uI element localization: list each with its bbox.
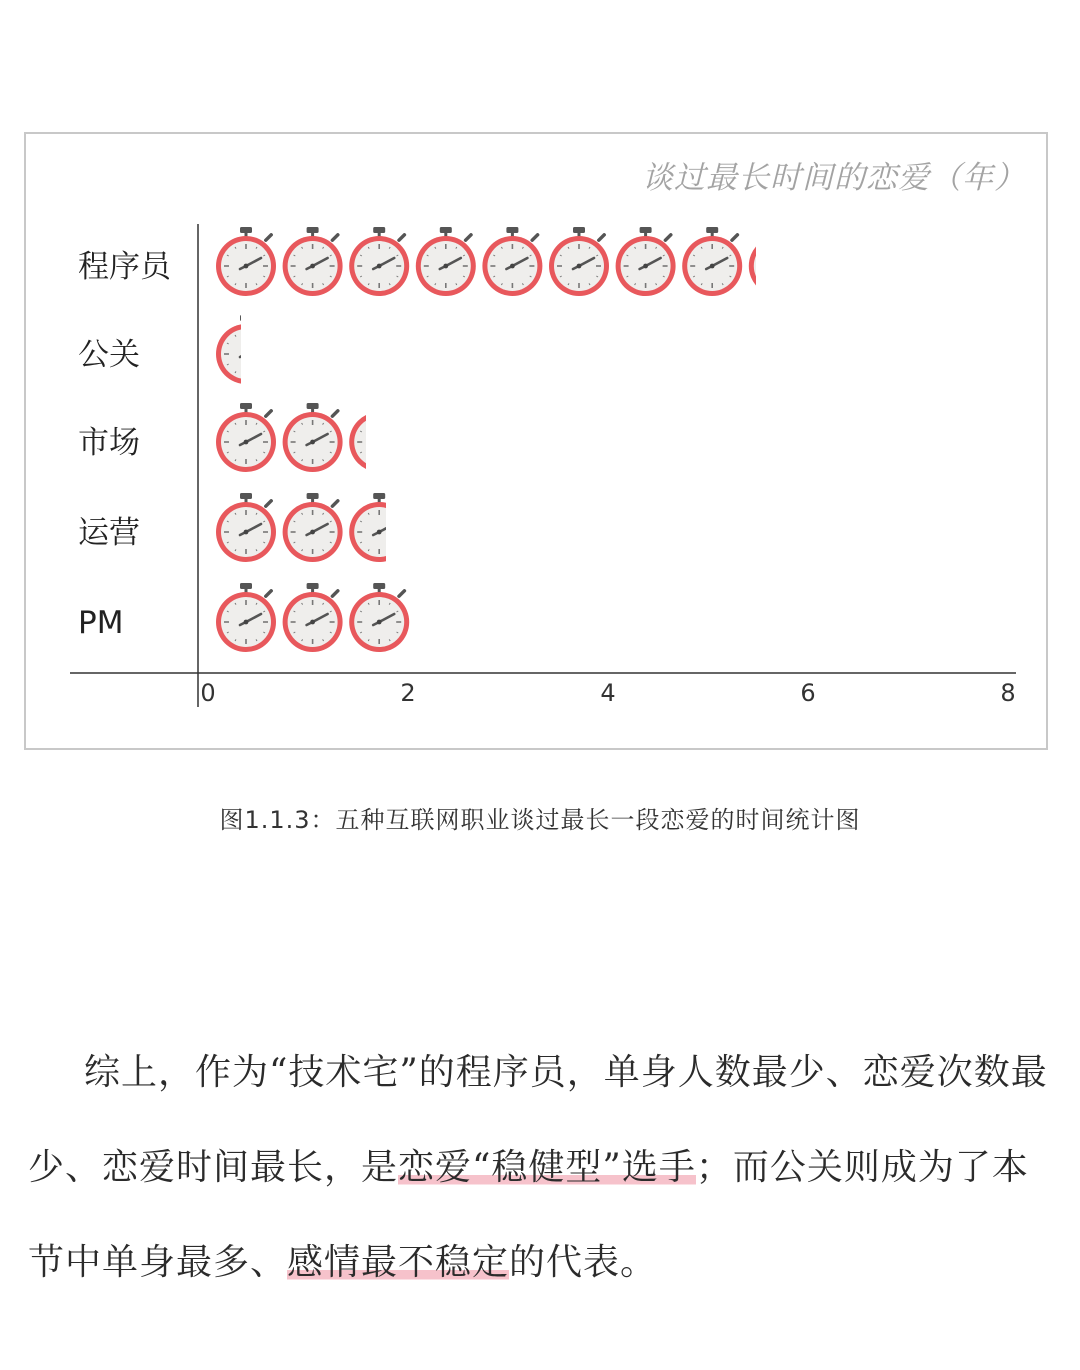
y-category-label: 公关: [78, 337, 140, 373]
stopwatch-button: [599, 235, 604, 240]
stopwatch-crown: [373, 403, 385, 409]
stopwatch-icon: [216, 315, 276, 384]
stopwatch-tick: [796, 255, 798, 256]
x-tick-label: 6: [800, 679, 816, 707]
stopwatch-tick: [760, 255, 762, 256]
stopwatch-button: [266, 235, 271, 240]
stopwatch-pivot: [377, 530, 382, 535]
summary-text-3: 的代表。: [509, 1242, 658, 1283]
stopwatch-tick: [389, 513, 390, 515]
stopwatch-hand: [246, 346, 261, 354]
y-category-label: 程序员: [78, 249, 171, 285]
stopwatch-hand-tail: [373, 442, 379, 445]
stopwatch-pivot: [244, 440, 249, 445]
stopwatch-tick: [263, 364, 265, 365]
bar: [216, 227, 809, 296]
stopwatch-button: [266, 501, 271, 506]
stopwatch-tick: [389, 459, 390, 461]
x-tick-label: 0: [200, 679, 216, 707]
stopwatch-pivot: [377, 620, 382, 625]
stopwatch-pivot: [310, 440, 315, 445]
stopwatch-button: [799, 235, 804, 240]
stopwatch-button: [466, 235, 471, 240]
stopwatch-tick: [760, 276, 762, 277]
chart-title: 谈过最长时间的恋爱（年）: [642, 160, 1026, 196]
stopwatch-button: [399, 501, 404, 506]
bar: [216, 403, 409, 472]
stopwatch-tick: [256, 335, 257, 337]
stopwatch-crown: [240, 315, 252, 321]
stopwatch-icon: [216, 583, 276, 652]
x-tick-label: 4: [600, 679, 616, 707]
stopwatch-pivot: [377, 440, 382, 445]
stopwatch-tick: [397, 542, 399, 543]
stopwatch-icon: [616, 227, 676, 296]
x-tick-label: 8: [1000, 679, 1016, 707]
stopwatch-pivot: [577, 264, 582, 269]
stopwatch-button: [399, 235, 404, 240]
highlight-least-stable: 感情最不稳定: [287, 1242, 510, 1283]
y-category-label: PM: [78, 605, 124, 641]
stopwatch-button: [732, 235, 737, 240]
stopwatch-tick: [263, 343, 265, 344]
stopwatch-tick: [397, 431, 399, 432]
y-category-label: 市场: [78, 425, 140, 461]
stopwatch-icon: [549, 227, 609, 296]
stopwatch-icon: [349, 583, 409, 652]
bar: [216, 583, 409, 652]
pictogram-bar-chart: [26, 134, 1046, 748]
x-tick-label: 2: [400, 679, 416, 707]
summary-paragraph: [28, 1025, 1058, 1310]
stopwatch-icon: [416, 227, 476, 296]
stopwatch-tick: [768, 247, 769, 249]
stopwatch-pivot: [377, 264, 382, 269]
stopwatch-pivot: [643, 264, 648, 269]
stopwatch-button: [332, 591, 337, 596]
figure-caption: 图1.1.3：五种互联网职业谈过最长一段恋爱的时间统计图: [219, 806, 861, 834]
stopwatch-tick: [368, 423, 369, 425]
stopwatch-icon: [283, 403, 343, 472]
stopwatch-icon: [349, 227, 409, 296]
stopwatch-hand-tail: [773, 266, 779, 269]
stopwatch-button: [266, 591, 271, 596]
stopwatch-icon: [283, 583, 343, 652]
stopwatch-icon: [216, 493, 276, 562]
stopwatch-tick: [368, 459, 369, 461]
stopwatch-button: [399, 591, 404, 596]
stopwatch-pivot: [244, 352, 249, 357]
stopwatch-hand: [779, 258, 794, 266]
stopwatch-button: [399, 411, 404, 416]
chart-container: [24, 132, 1048, 750]
stopwatch-icon: [349, 493, 409, 562]
stopwatch-tick: [789, 283, 790, 285]
bar: [216, 315, 276, 384]
stopwatch-hand: [379, 434, 394, 442]
stopwatch-button: [665, 235, 670, 240]
stopwatch-icon: [283, 493, 343, 562]
stopwatch-pivot: [244, 530, 249, 535]
highlight-steady-type: 恋爱“稳健型”选手: [398, 1147, 696, 1188]
stopwatch-tick: [389, 549, 390, 551]
stopwatch-tick: [397, 452, 399, 453]
stopwatch-tick: [789, 247, 790, 249]
stopwatch-pivot: [244, 620, 249, 625]
stopwatch-pivot: [776, 264, 781, 269]
stopwatch-icon: [482, 227, 542, 296]
stopwatch-icon: [283, 227, 343, 296]
stopwatch-tick: [397, 521, 399, 522]
stopwatch-icon: [216, 403, 276, 472]
stopwatch-button: [332, 501, 337, 506]
bar: [216, 493, 409, 562]
stopwatch-tick: [796, 276, 798, 277]
stopwatch-icon: [216, 227, 276, 296]
stopwatch-icon: [749, 227, 809, 296]
stopwatch-ring: [749, 236, 809, 296]
stopwatch-face: [754, 241, 804, 291]
stopwatch-crown: [773, 227, 785, 233]
stopwatch-icon: [682, 227, 742, 296]
stopwatch-pivot: [244, 264, 249, 269]
stopwatch-button: [266, 323, 271, 328]
stopwatch-pivot: [710, 264, 715, 269]
stopwatch-pivot: [310, 530, 315, 535]
stopwatch-button: [266, 411, 271, 416]
stopwatch-button: [332, 411, 337, 416]
stopwatch-tick: [389, 423, 390, 425]
stopwatch-tick: [256, 371, 257, 373]
stopwatch-icon: [349, 403, 409, 472]
stopwatch-pivot: [310, 620, 315, 625]
stopwatch-tick: [768, 283, 769, 285]
summary-text-2: ；而公关则成为了本节中单身最多、: [28, 1147, 1029, 1283]
summary-text-1: 综上，作为“技术宅”的程序员，单身人数最少、恋爱次数最少、恋爱时间最长，是: [28, 1052, 1048, 1188]
stopwatch-button: [532, 235, 537, 240]
stopwatch-pivot: [510, 264, 515, 269]
stopwatch-button: [332, 235, 337, 240]
stopwatch-pivot: [443, 264, 448, 269]
y-category-label: 运营: [78, 515, 140, 551]
stopwatch-pivot: [310, 264, 315, 269]
